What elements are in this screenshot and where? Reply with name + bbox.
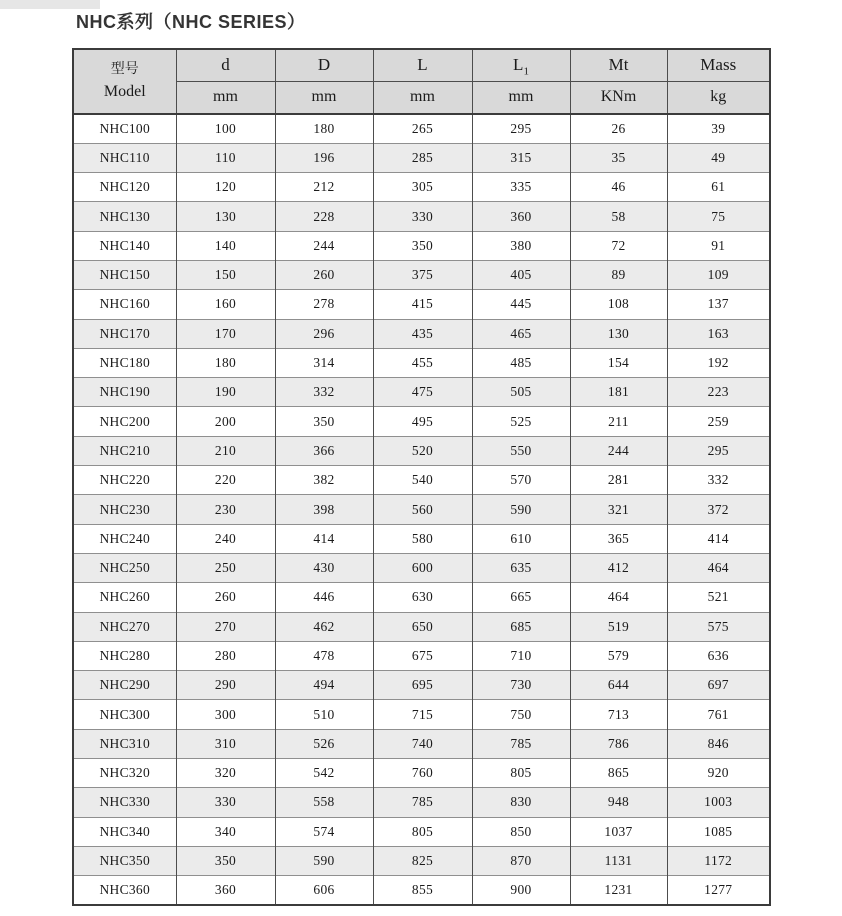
cell-value: 290 [176, 671, 275, 700]
cell-value: 570 [472, 466, 570, 495]
cell-value: 415 [373, 290, 472, 319]
table-row [73, 378, 770, 407]
table-row [73, 729, 770, 758]
cell-value: 750 [472, 700, 570, 729]
col-header-Mass: Mass [667, 49, 770, 81]
cell-value: 1172 [667, 846, 770, 875]
cell-value: 636 [667, 641, 770, 670]
cell-model: NHC100 [73, 114, 176, 143]
cell-value: 560 [373, 495, 472, 524]
cell-value: 1131 [570, 846, 667, 875]
cell-value: 259 [667, 407, 770, 436]
cell-model: NHC160 [73, 290, 176, 319]
cell-value: 1085 [667, 817, 770, 846]
table-row [73, 583, 770, 612]
cell-value: 786 [570, 729, 667, 758]
table-row [73, 319, 770, 348]
table-body [73, 114, 770, 905]
cell-value: 305 [373, 173, 472, 202]
table-row [73, 495, 770, 524]
table-header [73, 49, 770, 114]
cell-value: 414 [275, 524, 373, 553]
cell-value: 526 [275, 729, 373, 758]
cell-model: NHC120 [73, 173, 176, 202]
cell-value: 154 [570, 348, 667, 377]
cell-value: 211 [570, 407, 667, 436]
cell-value: 761 [667, 700, 770, 729]
cell-value: 335 [472, 173, 570, 202]
table-row [73, 290, 770, 319]
cell-model: NHC250 [73, 553, 176, 582]
cell-value: 948 [570, 788, 667, 817]
cell-value: 265 [373, 114, 472, 143]
cell-value: 281 [570, 466, 667, 495]
cell-value: 110 [176, 143, 275, 172]
header-label-row [73, 49, 770, 81]
cell-value: 870 [472, 846, 570, 875]
cell-value: 366 [275, 436, 373, 465]
cell-value: 250 [176, 553, 275, 582]
table-row [73, 553, 770, 582]
table-row [73, 524, 770, 553]
cell-value: 494 [275, 671, 373, 700]
cell-value: 100 [176, 114, 275, 143]
col-header-d: d [176, 49, 275, 81]
cell-value: 223 [667, 378, 770, 407]
cell-value: 521 [667, 583, 770, 612]
cell-value: 695 [373, 671, 472, 700]
cell-value: 805 [373, 817, 472, 846]
cell-model: NHC150 [73, 260, 176, 289]
cell-value: 278 [275, 290, 373, 319]
cell-value: 455 [373, 348, 472, 377]
cell-value: 446 [275, 583, 373, 612]
table-row [73, 700, 770, 729]
cell-model: NHC270 [73, 612, 176, 641]
cell-value: 240 [176, 524, 275, 553]
unit-header-L: mm [373, 81, 472, 114]
col-header-Mt: Mt [570, 49, 667, 81]
table-row [73, 114, 770, 143]
cell-value: 540 [373, 466, 472, 495]
cell-value: 295 [472, 114, 570, 143]
cell-value: 180 [176, 348, 275, 377]
cell-value: 320 [176, 759, 275, 788]
table-row [73, 846, 770, 875]
cell-value: 200 [176, 407, 275, 436]
cell-value: 785 [373, 788, 472, 817]
spec-table [72, 48, 771, 906]
cell-value: 190 [176, 378, 275, 407]
table-row [73, 436, 770, 465]
cell-value: 270 [176, 612, 275, 641]
cell-value: 558 [275, 788, 373, 817]
cell-value: 228 [275, 202, 373, 231]
cell-value: 465 [472, 319, 570, 348]
cell-value: 685 [472, 612, 570, 641]
cell-value: 650 [373, 612, 472, 641]
cell-value: 332 [667, 466, 770, 495]
cell-value: 61 [667, 173, 770, 202]
cell-value: 1231 [570, 876, 667, 905]
cell-model: NHC360 [73, 876, 176, 905]
cell-value: 510 [275, 700, 373, 729]
header-unit-row [73, 81, 770, 114]
cell-value: 710 [472, 641, 570, 670]
cell-value: 220 [176, 466, 275, 495]
table-row [73, 143, 770, 172]
table-row [73, 876, 770, 905]
cell-value: 1003 [667, 788, 770, 817]
cell-value: 478 [275, 641, 373, 670]
cell-value: 330 [176, 788, 275, 817]
cell-value: 295 [667, 436, 770, 465]
cell-value: 58 [570, 202, 667, 231]
cell-value: 412 [570, 553, 667, 582]
table-row [73, 817, 770, 846]
cell-value: 630 [373, 583, 472, 612]
cell-model: NHC200 [73, 407, 176, 436]
cell-value: 590 [472, 495, 570, 524]
cell-value: 350 [176, 846, 275, 875]
cell-value: 697 [667, 671, 770, 700]
cell-value: 89 [570, 260, 667, 289]
table-row [73, 759, 770, 788]
cell-value: 321 [570, 495, 667, 524]
cell-value: 181 [570, 378, 667, 407]
cell-value: 196 [275, 143, 373, 172]
cell-value: 445 [472, 290, 570, 319]
cell-value: 920 [667, 759, 770, 788]
cell-value: 1277 [667, 876, 770, 905]
cell-model: NHC110 [73, 143, 176, 172]
cell-value: 435 [373, 319, 472, 348]
table-row [73, 788, 770, 817]
table-row [73, 231, 770, 260]
cell-value: 375 [373, 260, 472, 289]
unit-header-L1: mm [472, 81, 570, 114]
cell-value: 846 [667, 729, 770, 758]
cell-value: 575 [667, 612, 770, 641]
cell-value: 340 [176, 817, 275, 846]
cell-value: 850 [472, 817, 570, 846]
table-row [73, 348, 770, 377]
cell-value: 760 [373, 759, 472, 788]
cell-value: 46 [570, 173, 667, 202]
cell-model: NHC320 [73, 759, 176, 788]
cell-value: 730 [472, 671, 570, 700]
unit-header-Mass: kg [667, 81, 770, 114]
cell-value: 520 [373, 436, 472, 465]
cell-value: 405 [472, 260, 570, 289]
cell-value: 130 [176, 202, 275, 231]
cell-value: 285 [373, 143, 472, 172]
table-row [73, 260, 770, 289]
col-header-D: D [275, 49, 373, 81]
cell-value: 91 [667, 231, 770, 260]
cell-value: 579 [570, 641, 667, 670]
cell-value: 310 [176, 729, 275, 758]
cell-value: 1037 [570, 817, 667, 846]
cell-value: 332 [275, 378, 373, 407]
cell-model: NHC190 [73, 378, 176, 407]
table-row [73, 466, 770, 495]
cell-value: 75 [667, 202, 770, 231]
cell-model: NHC260 [73, 583, 176, 612]
cell-value: 550 [472, 436, 570, 465]
cell-value: 430 [275, 553, 373, 582]
cell-value: 495 [373, 407, 472, 436]
cell-value: 280 [176, 641, 275, 670]
cell-value: 39 [667, 114, 770, 143]
cell-model: NHC300 [73, 700, 176, 729]
model-header-en: Model [103, 83, 146, 101]
cell-value: 350 [373, 231, 472, 260]
cell-value: 120 [176, 173, 275, 202]
cell-value: 180 [275, 114, 373, 143]
cell-value: 715 [373, 700, 472, 729]
cell-value: 260 [275, 260, 373, 289]
cell-value: 72 [570, 231, 667, 260]
cell-value: 600 [373, 553, 472, 582]
cell-value: 900 [472, 876, 570, 905]
page-title: NHC系列（NHC SERIES） [76, 12, 306, 32]
cell-value: 35 [570, 143, 667, 172]
cell-value: 665 [472, 583, 570, 612]
cell-value: 865 [570, 759, 667, 788]
cell-value: 300 [176, 700, 275, 729]
table-row [73, 641, 770, 670]
cell-value: 26 [570, 114, 667, 143]
cell-value: 163 [667, 319, 770, 348]
cell-value: 170 [176, 319, 275, 348]
cell-model: NHC180 [73, 348, 176, 377]
cell-model: NHC140 [73, 231, 176, 260]
cell-value: 644 [570, 671, 667, 700]
cell-value: 675 [373, 641, 472, 670]
cell-model: NHC350 [73, 846, 176, 875]
cell-value: 382 [275, 466, 373, 495]
cell-value: 525 [472, 407, 570, 436]
cell-value: 542 [275, 759, 373, 788]
cell-value: 315 [472, 143, 570, 172]
table-row [73, 173, 770, 202]
cell-value: 296 [275, 319, 373, 348]
cell-value: 855 [373, 876, 472, 905]
cell-value: 109 [667, 260, 770, 289]
cell-model: NHC240 [73, 524, 176, 553]
cell-value: 330 [373, 202, 472, 231]
cell-value: 244 [275, 231, 373, 260]
cell-model: NHC230 [73, 495, 176, 524]
cell-value: 825 [373, 846, 472, 875]
cell-value: 140 [176, 231, 275, 260]
cell-value: 230 [176, 495, 275, 524]
cell-value: 635 [472, 553, 570, 582]
table-row [73, 407, 770, 436]
cell-value: 830 [472, 788, 570, 817]
cell-value: 590 [275, 846, 373, 875]
cell-value: 137 [667, 290, 770, 319]
cell-value: 805 [472, 759, 570, 788]
cell-value: 485 [472, 348, 570, 377]
cell-value: 610 [472, 524, 570, 553]
cell-value: 360 [176, 876, 275, 905]
cell-model: NHC130 [73, 202, 176, 231]
cell-value: 462 [275, 612, 373, 641]
cell-value: 380 [472, 231, 570, 260]
cell-value: 713 [570, 700, 667, 729]
table-row [73, 671, 770, 700]
cell-value: 150 [176, 260, 275, 289]
cell-value: 192 [667, 348, 770, 377]
cell-value: 606 [275, 876, 373, 905]
cell-model: NHC280 [73, 641, 176, 670]
cell-value: 314 [275, 348, 373, 377]
cell-model: NHC310 [73, 729, 176, 758]
unit-header-d: mm [176, 81, 275, 114]
cell-model: NHC330 [73, 788, 176, 817]
cell-model: NHC340 [73, 817, 176, 846]
col-header-L1: $L_1$ [472, 49, 570, 81]
cell-model: NHC290 [73, 671, 176, 700]
cell-value: 519 [570, 612, 667, 641]
cell-value: 244 [570, 436, 667, 465]
cell-value: 580 [373, 524, 472, 553]
cell-value: 360 [472, 202, 570, 231]
cell-value: 350 [275, 407, 373, 436]
cell-value: 130 [570, 319, 667, 348]
cell-value: 740 [373, 729, 472, 758]
cell-model: NHC210 [73, 436, 176, 465]
cell-value: 464 [667, 553, 770, 582]
cell-value: 365 [570, 524, 667, 553]
cell-value: 398 [275, 495, 373, 524]
cell-model: NHC170 [73, 319, 176, 348]
cell-value: 505 [472, 378, 570, 407]
cell-value: 210 [176, 436, 275, 465]
col-header-model [73, 49, 176, 114]
table-row [73, 612, 770, 641]
cell-value: 49 [667, 143, 770, 172]
cell-value: 574 [275, 817, 373, 846]
cell-value: 260 [176, 583, 275, 612]
model-header-zh: 型号 [110, 61, 139, 77]
cell-model: NHC220 [73, 466, 176, 495]
cell-value: 475 [373, 378, 472, 407]
cell-value: 212 [275, 173, 373, 202]
cell-value: 464 [570, 583, 667, 612]
table-row [73, 202, 770, 231]
col-header-L: L [373, 49, 472, 81]
cell-value: 785 [472, 729, 570, 758]
cell-value: 108 [570, 290, 667, 319]
unit-header-D: mm [275, 81, 373, 114]
cell-value: 414 [667, 524, 770, 553]
l1-subscript: 1 [523, 65, 529, 78]
cell-value: 160 [176, 290, 275, 319]
cell-value: 372 [667, 495, 770, 524]
unit-header-Mt: KNm [570, 81, 667, 114]
